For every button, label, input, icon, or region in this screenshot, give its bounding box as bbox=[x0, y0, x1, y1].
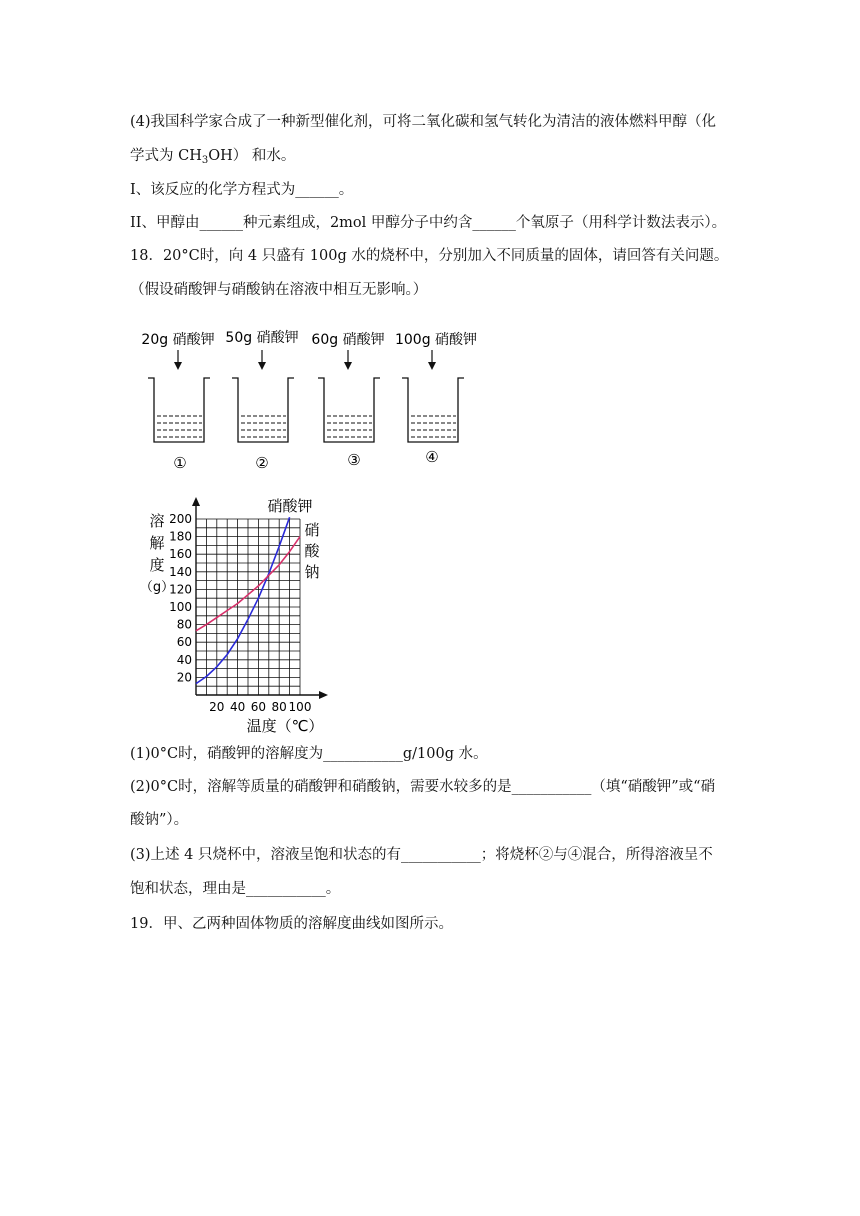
formula-text-b: OH） 和水。 bbox=[208, 148, 296, 164]
y-label-char-1: 溶 bbox=[149, 512, 165, 530]
y-tick-label: 100 bbox=[169, 600, 192, 614]
beaker-1 bbox=[141, 331, 214, 472]
q17-sub2: II、甲醇由______种元素组成，2mol 甲醇分子中约含______个氧原子（用科学计数法表示）。 bbox=[130, 215, 727, 231]
y-label-unit: （g） bbox=[140, 580, 175, 595]
beaker-number: ③ bbox=[347, 451, 361, 469]
y-tick-label: 60 bbox=[176, 635, 192, 650]
series-label-kno3: 硝酸钾 bbox=[267, 497, 313, 515]
beaker-number: ① bbox=[173, 454, 187, 472]
beaker-2 bbox=[225, 329, 298, 472]
y-label-char-2: 解 bbox=[149, 534, 165, 552]
solubility-chart bbox=[140, 495, 340, 740]
q19-stem: 19．甲、乙两种固体物质的溶解度曲线如图所示。 bbox=[130, 916, 453, 932]
x-tick-label: 80 bbox=[271, 700, 287, 714]
q18-q3-line2: 饱和状态，理由是___________。 bbox=[130, 881, 341, 897]
q18-q3-line1: (3)上述 4 只烧杯中，溶液呈饱和状态的有___________；将烧杯②与④混合，所得溶液呈不 bbox=[130, 847, 713, 863]
formula-subscript: 3 bbox=[201, 155, 209, 166]
q17-sub1: I、该反应的化学方程式为______。 bbox=[130, 182, 354, 198]
beaker-number: ④ bbox=[425, 448, 439, 466]
chart-ticks bbox=[169, 512, 311, 714]
q18-q2-line2: 酸钠”）。 bbox=[130, 812, 189, 828]
x-tick-label: 100 bbox=[288, 700, 312, 714]
q18-stem-line1: 18．20°C时，向 4 只盛有 100g 水的烧杯中，分别加入不同质量的固体，请回答有关问题。 bbox=[130, 248, 729, 264]
beaker-3 bbox=[311, 331, 384, 469]
y-axis-arrow bbox=[192, 497, 200, 506]
y-tick-label: 40 bbox=[176, 652, 192, 667]
y-tick-label: 200 bbox=[169, 512, 192, 526]
formula-text-a: 学式为 CH bbox=[130, 148, 202, 164]
series-label-nano3-2: 酸 bbox=[304, 542, 320, 560]
q18-q2-line1: (2)0°C时，溶解等质量的硝酸钾和硝酸钠，需要水较多的是___________（填“硝酸钾”或“硝 bbox=[130, 779, 716, 795]
beaker-label: 20g 硝酸钾 bbox=[141, 332, 215, 348]
y-tick-label: 120 bbox=[169, 582, 192, 597]
q17-part4-line1: (4)我国科学家合成了一种新型催化剂，可将二氧化碳和氢气转化为清洁的液体燃料甲醇（化 bbox=[130, 114, 717, 130]
beaker-label: 100g 硝酸钾 bbox=[394, 332, 478, 348]
q18-stem-line2: （假设硝酸钾与硝酸钠在溶液中相互无影响。） bbox=[130, 282, 428, 298]
beaker-label: 50g 硝酸钾 bbox=[225, 330, 299, 346]
kno3-curve bbox=[196, 517, 290, 683]
y-tick-label: 80 bbox=[176, 617, 192, 632]
series-label-nano3-1: 硝 bbox=[304, 521, 320, 539]
beaker-4 bbox=[395, 331, 477, 466]
beaker-figure bbox=[130, 322, 490, 482]
y-tick-label: 140 bbox=[169, 564, 192, 579]
x-tick-label: 60 bbox=[250, 700, 267, 714]
y-label-char-3: 度 bbox=[149, 556, 165, 574]
x-axis-arrow bbox=[319, 691, 328, 699]
y-tick-label: 160 bbox=[169, 547, 192, 562]
y-tick-label: 20 bbox=[176, 670, 192, 685]
x-tick-label: 40 bbox=[229, 700, 246, 714]
beaker-number: ② bbox=[255, 454, 269, 472]
series-label-nano3-3: 钠 bbox=[304, 563, 320, 581]
chart-grid bbox=[196, 519, 300, 695]
q17-part4-line2 bbox=[130, 146, 295, 171]
q18-q1: (1)0°C时，硝酸钾的溶解度为___________g/100g 水。 bbox=[130, 746, 488, 762]
x-axis-label: 温度（℃） bbox=[246, 717, 324, 735]
y-tick-label: 180 bbox=[169, 529, 192, 544]
x-tick-label: 20 bbox=[209, 700, 225, 714]
beaker-label: 60g 硝酸钾 bbox=[311, 332, 385, 348]
